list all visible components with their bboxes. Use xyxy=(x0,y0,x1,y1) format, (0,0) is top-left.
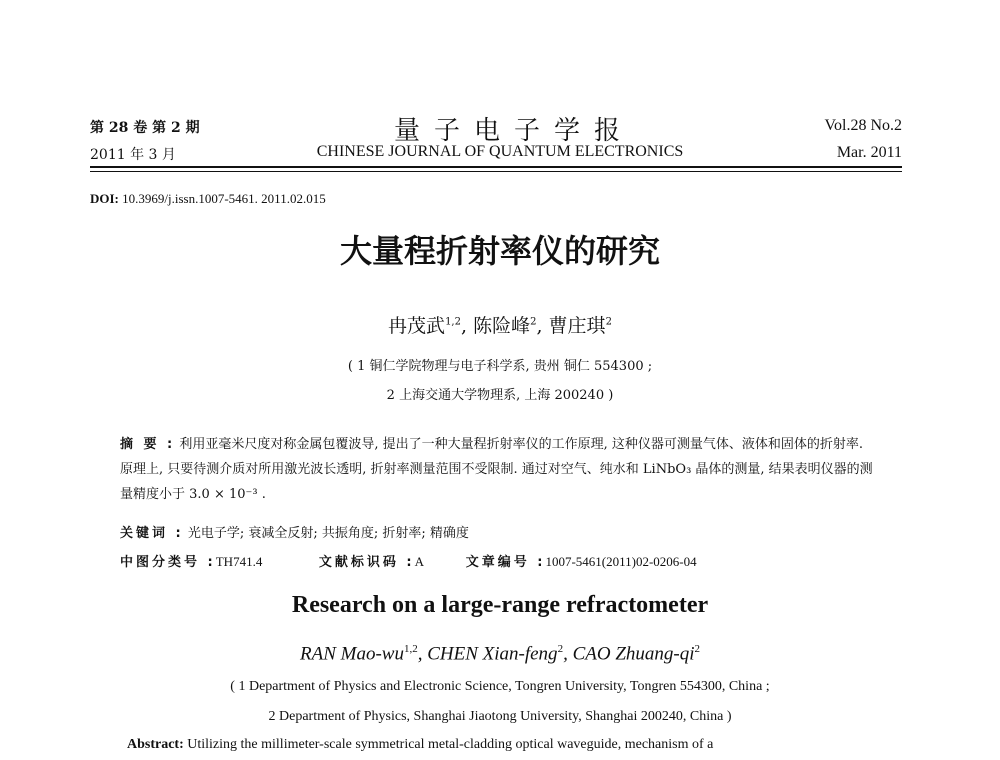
clc-label: 中图分类号 : xyxy=(120,555,216,570)
header-rule-thick xyxy=(90,166,902,168)
author-cn-3: 曹庄琪 xyxy=(548,315,606,337)
volume-issue-cn: 第 28 卷 第 2 期 xyxy=(90,120,200,136)
affiliation-cn-1: ( 1 铜仁学院物理与电子科学系, 贵州 铜仁 554300 ; xyxy=(347,359,653,374)
abstract-en-label: Abstract: xyxy=(127,737,184,752)
author-en-3-sup: 2 xyxy=(694,643,700,655)
journal-title-cn: 量子电子学报 xyxy=(393,116,634,146)
paper-title-en: Research on a large-range refractometer xyxy=(291,592,709,618)
affiliation-en-2: 2 Department of Physics, Shanghai Jiaotong University, Shanghai 200240, China ) xyxy=(268,709,732,724)
author-cn-2: 陈险峰 xyxy=(473,315,531,337)
article-no-label: 文章编号 : xyxy=(465,555,546,570)
affiliation-en-1: ( 1 Department of Physics and Electronic Science, Tongren University, Tongren 554300, China ; xyxy=(230,679,770,694)
author-en-2-sup: 2 xyxy=(557,643,564,655)
abstract-en xyxy=(127,737,713,753)
clc-value: TH741.4 xyxy=(215,554,263,569)
doi-line xyxy=(90,191,326,207)
abstract-cn xyxy=(120,432,880,507)
author-en-2: CHEN Xian-feng xyxy=(427,643,558,665)
volume-issue-en: Vol.28 No.2 xyxy=(824,117,902,134)
author-cn-3-sup: 2 xyxy=(605,316,612,328)
abstract-cn-label: 摘 要 : xyxy=(120,437,176,452)
abstract-en-text: Utilizing the millimeter-scale symmetrical metal-cladding optical waveguide, mechanism of a xyxy=(187,737,714,752)
author-en-1-sup: 1,2 xyxy=(403,643,418,655)
author-sep: , xyxy=(563,643,573,665)
journal-title-en: CHINESE JOURNAL OF QUANTUM ELECTRONICS xyxy=(316,143,684,160)
doc-code-label: 文献标识码 : xyxy=(318,555,415,570)
authors-cn xyxy=(0,311,1000,338)
abstract-cn-text: 利用亚毫米尺度对称金属包覆波导, 提出了一种大量程折射率仪的工作原理, 这种仪器可测量气体、液体和固体的折射率. 原理上, 只要待测介质对所用激光波长透明, 折射率测量范围不受限制. 通过对空气、纯水和 LiNbO₃ 晶体的测量, 结果表明仪器的测量精度小于 3.0 × 10⁻³ . xyxy=(120,437,873,502)
affiliation-cn-2: 2 上海交通大学物理系, 上海 200240 ) xyxy=(386,388,614,403)
author-cn-1: 冉茂武 xyxy=(388,315,446,337)
paper-title-cn: 大量程折射率仪的研究 xyxy=(339,232,660,270)
header-rule-thin xyxy=(90,171,902,172)
author-sep: , xyxy=(536,315,549,337)
keywords-cn-label: 关键词 : xyxy=(120,526,184,541)
keywords-cn-text: 光电子学; 衰减全反射; 共振角度; 折射率; 精确度 xyxy=(187,526,469,541)
keywords-cn xyxy=(120,522,469,541)
doi-label: DOI: xyxy=(90,191,119,206)
date-cn: 2011 年 3 月 xyxy=(90,147,176,163)
author-en-3: CAO Zhuang-qi xyxy=(572,643,695,665)
author-cn-2-sup: 2 xyxy=(530,316,537,328)
doc-code-value: A xyxy=(414,554,424,569)
author-sep: , xyxy=(417,643,428,665)
date-en: Mar. 2011 xyxy=(836,144,902,161)
authors-en xyxy=(0,643,1000,665)
author-sep: , xyxy=(460,315,474,337)
author-en-1: RAN Mao-wu xyxy=(299,643,404,665)
doi-value[interactable]: 10.3969/j.issn.1007-5461. 2011.02.015 xyxy=(122,191,326,206)
classification-line xyxy=(120,551,697,570)
article-no-value: 1007-5461(2011)02-0206-04 xyxy=(545,554,697,569)
author-cn-1-sup: 1,2 xyxy=(445,316,461,328)
